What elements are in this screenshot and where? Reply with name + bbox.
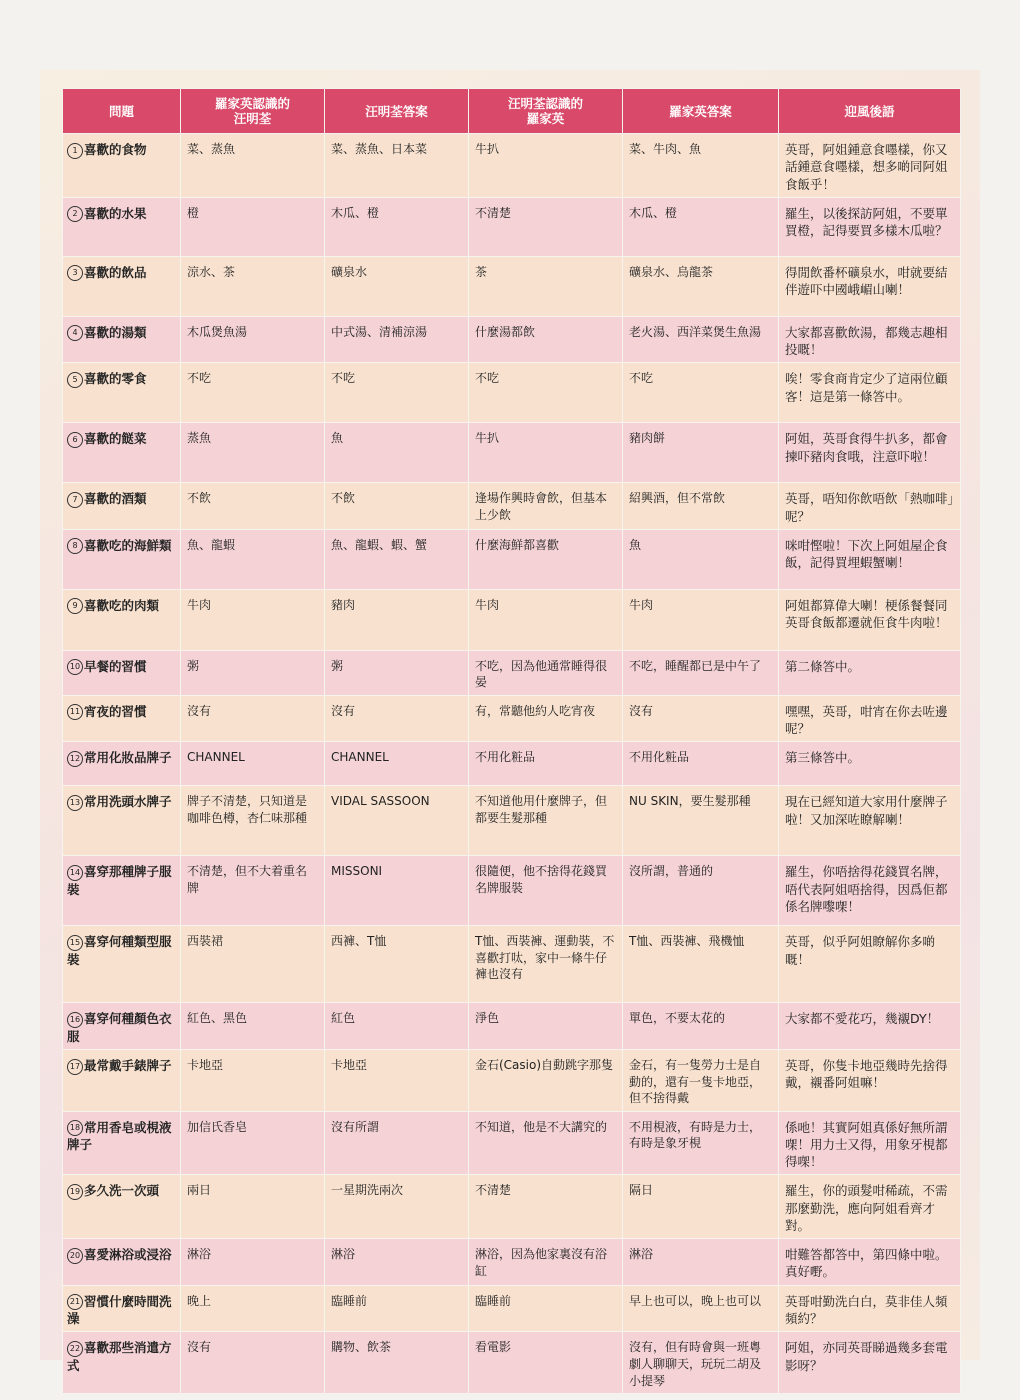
question-number: 13 bbox=[67, 795, 83, 811]
table-row bbox=[63, 650, 961, 695]
law-guess-cell: CHANNEL bbox=[181, 742, 325, 786]
liza-answer-cell: 紅色 bbox=[325, 1003, 469, 1050]
question-cell bbox=[63, 1239, 181, 1286]
liza-answer-cell: 木瓜、橙 bbox=[325, 197, 469, 256]
liza-answer-cell: 沒有所謂 bbox=[325, 1111, 469, 1175]
law-answer-cell: 沒所謂，普通的 bbox=[623, 856, 779, 926]
liza-guess-cell: 什麼湯都飲 bbox=[469, 316, 623, 363]
question-cell bbox=[63, 1003, 181, 1050]
table-row bbox=[63, 1175, 961, 1239]
question-cell bbox=[63, 926, 181, 1003]
comment-cell: 大家都不愛花巧，幾襯DY！ bbox=[779, 1003, 961, 1050]
liza-guess-cell: 淨色 bbox=[469, 1003, 623, 1050]
question-number: 11 bbox=[67, 704, 83, 720]
law-answer-cell: 沒有，但有時會與一班粵劇人聊聊天，玩玩二胡及小提琴 bbox=[623, 1332, 779, 1394]
law-guess-cell: 蒸魚 bbox=[181, 423, 325, 483]
question-number: 19 bbox=[67, 1184, 83, 1200]
question-number: 20 bbox=[67, 1248, 83, 1264]
question-number: 8 bbox=[67, 538, 83, 554]
comment-cell: 英哥咁勤洗白白，莫非佳人頻頻約？ bbox=[779, 1285, 961, 1332]
question-cell bbox=[63, 589, 181, 650]
table-row bbox=[63, 134, 961, 198]
law-guess-cell: 紅色、黑色 bbox=[181, 1003, 325, 1050]
question-cell bbox=[63, 742, 181, 786]
law-guess-cell: 西裝裙 bbox=[181, 926, 325, 1003]
law-guess-cell: 卡地亞 bbox=[181, 1050, 325, 1112]
table-row bbox=[63, 529, 961, 589]
liza-answer-cell: MISSONI bbox=[325, 856, 469, 926]
liza-answer-cell: 不吃 bbox=[325, 363, 469, 423]
question-text: 喜歡那些消遣方式 bbox=[67, 1340, 172, 1373]
comment-cell: 英哥，唔知你飲唔飲「熱咖啡」呢？ bbox=[779, 483, 961, 530]
liza-answer-cell: 礦泉水 bbox=[325, 256, 469, 316]
comment-cell: 得閒飲番杯礦泉水，咁就要結伴遊吓中國峨嵋山喇！ bbox=[779, 256, 961, 316]
comment-cell: 阿姐，英哥食得牛扒多，都會揀吓豬肉食哦，注意吓啦！ bbox=[779, 423, 961, 483]
liza-guess-cell: 不知道他用什麼牌子，但都要生髮那種 bbox=[469, 786, 623, 856]
liza-answer-cell: 魚、龍蝦、蝦、蟹 bbox=[325, 529, 469, 589]
question-number: 21 bbox=[67, 1294, 83, 1310]
table-row bbox=[63, 742, 961, 786]
question-cell bbox=[63, 1111, 181, 1175]
law-guess-cell: 魚、龍蝦 bbox=[181, 529, 325, 589]
comparison-table bbox=[62, 88, 961, 1394]
liza-answer-cell: 購物、飲茶 bbox=[325, 1332, 469, 1394]
question-text: 常用香皂或梘液牌子 bbox=[67, 1119, 172, 1153]
law-answer-cell: 魚 bbox=[623, 529, 779, 589]
question-text: 喜歡吃的海鮮類 bbox=[84, 537, 172, 553]
header-liza-knows-law: 汪明荃認識的 羅家英 bbox=[469, 89, 623, 134]
law-answer-cell: 老火湯、西洋菜煲生魚湯 bbox=[623, 316, 779, 363]
question-number: 1 bbox=[67, 143, 83, 159]
law-guess-cell: 橙 bbox=[181, 197, 325, 256]
question-number: 2 bbox=[67, 206, 83, 222]
question-text: 常用洗頭水牌子 bbox=[84, 794, 172, 810]
comment-cell: 嘿嘿，英哥，咁宵在你去咗邊呢？ bbox=[779, 695, 961, 742]
question-cell bbox=[63, 423, 181, 483]
law-guess-cell: 沒有 bbox=[181, 695, 325, 742]
liza-guess-cell: 什麼海鮮都喜歡 bbox=[469, 529, 623, 589]
question-text: 喜歡的飲品 bbox=[84, 264, 147, 280]
table-row bbox=[63, 1003, 961, 1050]
question-text: 習慣什麼時間洗澡 bbox=[67, 1293, 172, 1327]
question-number: 18 bbox=[67, 1120, 83, 1136]
comment-cell: 羅生，以後探訪阿姐，不要單買橙，記得要買多樣木瓜啦？ bbox=[779, 197, 961, 256]
law-guess-cell: 牛肉 bbox=[181, 589, 325, 650]
liza-answer-cell: 一星期洗兩次 bbox=[325, 1175, 469, 1239]
liza-answer-cell: 沒有 bbox=[325, 695, 469, 742]
comment-cell: 英哥，你隻卡地亞幾時先捨得戴，襯番阿姐嘛！ bbox=[779, 1050, 961, 1112]
question-number: 4 bbox=[67, 325, 83, 341]
liza-guess-cell: 茶 bbox=[469, 256, 623, 316]
law-guess-cell: 加信氏香皂 bbox=[181, 1111, 325, 1175]
table-row bbox=[63, 483, 961, 530]
liza-guess-cell: 逢場作興時會飲，但基本上少飲 bbox=[469, 483, 623, 530]
law-guess-cell: 淋浴 bbox=[181, 1239, 325, 1286]
law-answer-cell: T恤、西裝褲、飛機恤 bbox=[623, 926, 779, 1003]
liza-answer-cell: 不飲 bbox=[325, 483, 469, 530]
question-number: 5 bbox=[67, 372, 83, 388]
comment-cell: 係吔！其實阿姐真係好無所謂㗎！用力士又得，用象牙梘都得㗎！ bbox=[779, 1111, 961, 1175]
question-number: 9 bbox=[67, 598, 83, 614]
liza-guess-cell: 看電影 bbox=[469, 1332, 623, 1394]
law-answer-cell: 紹興酒，但不常飲 bbox=[623, 483, 779, 530]
liza-guess-cell: T恤、西裝褲、運動裝，不喜歡打呔，家中一條牛仔褲也沒有 bbox=[469, 926, 623, 1003]
comment-cell: 大家都喜歡飲湯，都幾志趣相投嘅！ bbox=[779, 316, 961, 363]
liza-guess-cell: 不清楚 bbox=[469, 197, 623, 256]
question-text: 宵夜的習慣 bbox=[84, 703, 147, 719]
question-text: 喜穿何種類型服裝 bbox=[67, 934, 172, 967]
question-text: 喜歡吃的肉類 bbox=[84, 597, 160, 613]
law-answer-cell: 豬肉餅 bbox=[623, 423, 779, 483]
liza-guess-cell: 不吃，因為他通常睡得很晏 bbox=[469, 650, 623, 695]
question-cell bbox=[63, 483, 181, 530]
liza-guess-cell: 淋浴，因為他家裏沒有浴缸 bbox=[469, 1239, 623, 1286]
question-number: 7 bbox=[67, 492, 83, 508]
law-answer-cell: 沒有 bbox=[623, 695, 779, 742]
question-number: 10 bbox=[67, 659, 83, 675]
question-cell bbox=[63, 1175, 181, 1239]
law-guess-cell: 兩日 bbox=[181, 1175, 325, 1239]
question-cell bbox=[63, 650, 181, 695]
question-cell bbox=[63, 256, 181, 316]
comment-cell: 第三條答中。 bbox=[779, 742, 961, 786]
comment-cell: 羅生，你的頭髮咁稀疏，不需那麼勤洗，應向阿姐看齊才對。 bbox=[779, 1175, 961, 1239]
question-cell bbox=[63, 695, 181, 742]
law-answer-cell: 早上也可以，晚上也可以 bbox=[623, 1285, 779, 1332]
liza-guess-cell: 不知道，他是不大講究的 bbox=[469, 1111, 623, 1175]
header-comment: 迎風後語 bbox=[779, 89, 961, 134]
law-guess-cell: 不吃 bbox=[181, 363, 325, 423]
question-number: 22 bbox=[67, 1341, 83, 1357]
liza-answer-cell: CHANNEL bbox=[325, 742, 469, 786]
comment-cell: 咪咁慳啦！下次上阿姐屋企食飯，記得買埋蝦蟹喇！ bbox=[779, 529, 961, 589]
comment-cell: 英哥，阿姐鍾意食嚜樣，你又話鍾意食嚜樣，想多啲同阿姐食飯乎！ bbox=[779, 134, 961, 198]
question-cell bbox=[63, 529, 181, 589]
liza-answer-cell: 淋浴 bbox=[325, 1239, 469, 1286]
question-number: 15 bbox=[67, 935, 83, 951]
law-answer-cell: 木瓜、橙 bbox=[623, 197, 779, 256]
question-text: 喜愛淋浴或浸浴 bbox=[84, 1247, 172, 1263]
header-question: 問題 bbox=[63, 89, 181, 134]
law-answer-cell: 不吃 bbox=[623, 363, 779, 423]
table-row bbox=[63, 1050, 961, 1112]
question-cell bbox=[63, 316, 181, 363]
table-row bbox=[63, 695, 961, 742]
comment-cell: 羅生，你唔捨得花錢買名牌，唔代表阿姐唔捨得，因爲佢都係名牌嚟㗎！ bbox=[779, 856, 961, 926]
question-cell bbox=[63, 1285, 181, 1332]
law-guess-cell: 牌子不清楚，只知道是咖啡色樽，杏仁味那種 bbox=[181, 786, 325, 856]
question-text: 喜歡的食物 bbox=[84, 142, 147, 157]
question-text: 喜歡的零食 bbox=[84, 371, 147, 387]
comment-cell: 英哥，似乎阿姐瞭解你多啲嘅！ bbox=[779, 926, 961, 1003]
law-answer-cell: 礦泉水、烏龍茶 bbox=[623, 256, 779, 316]
comment-cell: 咁難答都答中，第四條中啦。真好嘢。 bbox=[779, 1239, 961, 1286]
table-row bbox=[63, 423, 961, 483]
liza-answer-cell: 臨睡前 bbox=[325, 1285, 469, 1332]
header-law-answer: 羅家英答案 bbox=[623, 89, 779, 134]
table-row bbox=[63, 197, 961, 256]
table-row bbox=[63, 926, 961, 1003]
question-cell bbox=[63, 1050, 181, 1112]
question-cell bbox=[63, 786, 181, 856]
law-guess-cell: 木瓜煲魚湯 bbox=[181, 316, 325, 363]
table-row bbox=[63, 256, 961, 316]
question-number: 17 bbox=[67, 1059, 83, 1075]
law-answer-cell: 牛肉 bbox=[623, 589, 779, 650]
law-answer-cell: 隔日 bbox=[623, 1175, 779, 1239]
table-header-row bbox=[63, 89, 961, 134]
liza-guess-cell: 不吃 bbox=[469, 363, 623, 423]
liza-answer-cell: 中式湯、清補涼湯 bbox=[325, 316, 469, 363]
law-guess-cell: 不清楚，但不大着重名牌 bbox=[181, 856, 325, 926]
law-guess-cell: 晚上 bbox=[181, 1285, 325, 1332]
liza-answer-cell: 魚 bbox=[325, 423, 469, 483]
law-answer-cell: 單色，不要太花的 bbox=[623, 1003, 779, 1050]
liza-guess-cell: 很隨便，他不捨得花錢買名牌服裝 bbox=[469, 856, 623, 926]
question-text: 喜歡的湯類 bbox=[84, 324, 147, 340]
question-cell bbox=[63, 197, 181, 256]
law-answer-cell: 淋浴 bbox=[623, 1239, 779, 1286]
table-row bbox=[63, 363, 961, 423]
liza-guess-cell: 不清楚 bbox=[469, 1175, 623, 1239]
table-row bbox=[63, 1285, 961, 1332]
liza-guess-cell: 金石(Casio)自動跳字那隻 bbox=[469, 1050, 623, 1112]
question-number: 12 bbox=[67, 751, 83, 767]
law-answer-cell: 不用化粧品 bbox=[623, 742, 779, 786]
liza-answer-cell: VIDAL SASSOON bbox=[325, 786, 469, 856]
question-text: 多久洗一次頭 bbox=[84, 1183, 160, 1199]
table-row bbox=[63, 856, 961, 926]
law-answer-cell: NU SKIN，要生髮那種 bbox=[623, 786, 779, 856]
liza-guess-cell: 有，常聽他約人吃宵夜 bbox=[469, 695, 623, 742]
liza-answer-cell: 卡地亞 bbox=[325, 1050, 469, 1112]
header-law-knows-liza: 羅家英認識的 汪明荃 bbox=[181, 89, 325, 134]
comment-cell: 阿姐都算偉大喇！梗係餐餐同英哥食飯都遷就佢食牛肉啦！ bbox=[779, 589, 961, 650]
liza-answer-cell: 粥 bbox=[325, 650, 469, 695]
question-text: 早餐的習慣 bbox=[84, 658, 147, 674]
liza-guess-cell: 牛扒 bbox=[469, 423, 623, 483]
comment-cell: 阿姐，亦同英哥睇過幾多套電影呀？ bbox=[779, 1332, 961, 1394]
question-number: 6 bbox=[67, 432, 83, 448]
question-number: 16 bbox=[67, 1012, 83, 1028]
table-row bbox=[63, 316, 961, 363]
liza-guess-cell: 臨睡前 bbox=[469, 1285, 623, 1332]
liza-guess-cell: 不用化粧品 bbox=[469, 742, 623, 786]
comment-cell: 現在已經知道大家用什麼牌子啦！又加深咗瞭解喇！ bbox=[779, 786, 961, 856]
question-number: 14 bbox=[67, 865, 83, 881]
liza-answer-cell: 西褲、T恤 bbox=[325, 926, 469, 1003]
table-row bbox=[63, 1111, 961, 1175]
question-cell bbox=[63, 1332, 181, 1394]
law-guess-cell: 粥 bbox=[181, 650, 325, 695]
question-text: 最常戴手錶牌子 bbox=[84, 1058, 172, 1074]
header-liza-answer: 汪明荃答案 bbox=[325, 89, 469, 134]
question-text: 喜歡的水果 bbox=[84, 205, 147, 221]
table-row bbox=[63, 1239, 961, 1286]
law-answer-cell: 不用梘液，有時是力士，有時是象牙梘 bbox=[623, 1111, 779, 1175]
law-guess-cell: 不飲 bbox=[181, 483, 325, 530]
question-text: 喜歡的酒類 bbox=[84, 491, 147, 507]
question-text: 喜穿那種牌子服裝 bbox=[67, 864, 172, 897]
question-cell bbox=[63, 856, 181, 926]
question-cell bbox=[63, 363, 181, 423]
comment-cell: 第二條答中。 bbox=[779, 650, 961, 695]
liza-guess-cell: 牛扒 bbox=[469, 134, 623, 198]
law-guess-cell: 涼水、茶 bbox=[181, 256, 325, 316]
law-answer-cell: 菜、牛肉、魚 bbox=[623, 134, 779, 198]
question-text: 常用化妝品牌子 bbox=[84, 750, 172, 766]
table-row bbox=[63, 589, 961, 650]
comment-cell: 唉！零食商肯定少了這兩位顧客！這是第一條答中。 bbox=[779, 363, 961, 423]
law-guess-cell: 沒有 bbox=[181, 1332, 325, 1394]
table-row bbox=[63, 786, 961, 856]
liza-answer-cell: 菜、蒸魚、日本菜 bbox=[325, 134, 469, 198]
question-number: 3 bbox=[67, 265, 83, 281]
law-answer-cell: 金石，有一隻勞力士是自動的，還有一隻卡地亞，但不捨得戴 bbox=[623, 1050, 779, 1112]
liza-guess-cell: 牛肉 bbox=[469, 589, 623, 650]
table-row bbox=[63, 1332, 961, 1394]
liza-answer-cell: 豬肉 bbox=[325, 589, 469, 650]
question-cell bbox=[63, 134, 181, 198]
law-answer-cell: 不吃，睡醒都已是中午了 bbox=[623, 650, 779, 695]
question-text: 喜歡的餸菜 bbox=[84, 431, 147, 447]
question-text: 喜穿何種顏色衣服 bbox=[67, 1011, 172, 1044]
law-guess-cell: 菜、蒸魚 bbox=[181, 134, 325, 198]
